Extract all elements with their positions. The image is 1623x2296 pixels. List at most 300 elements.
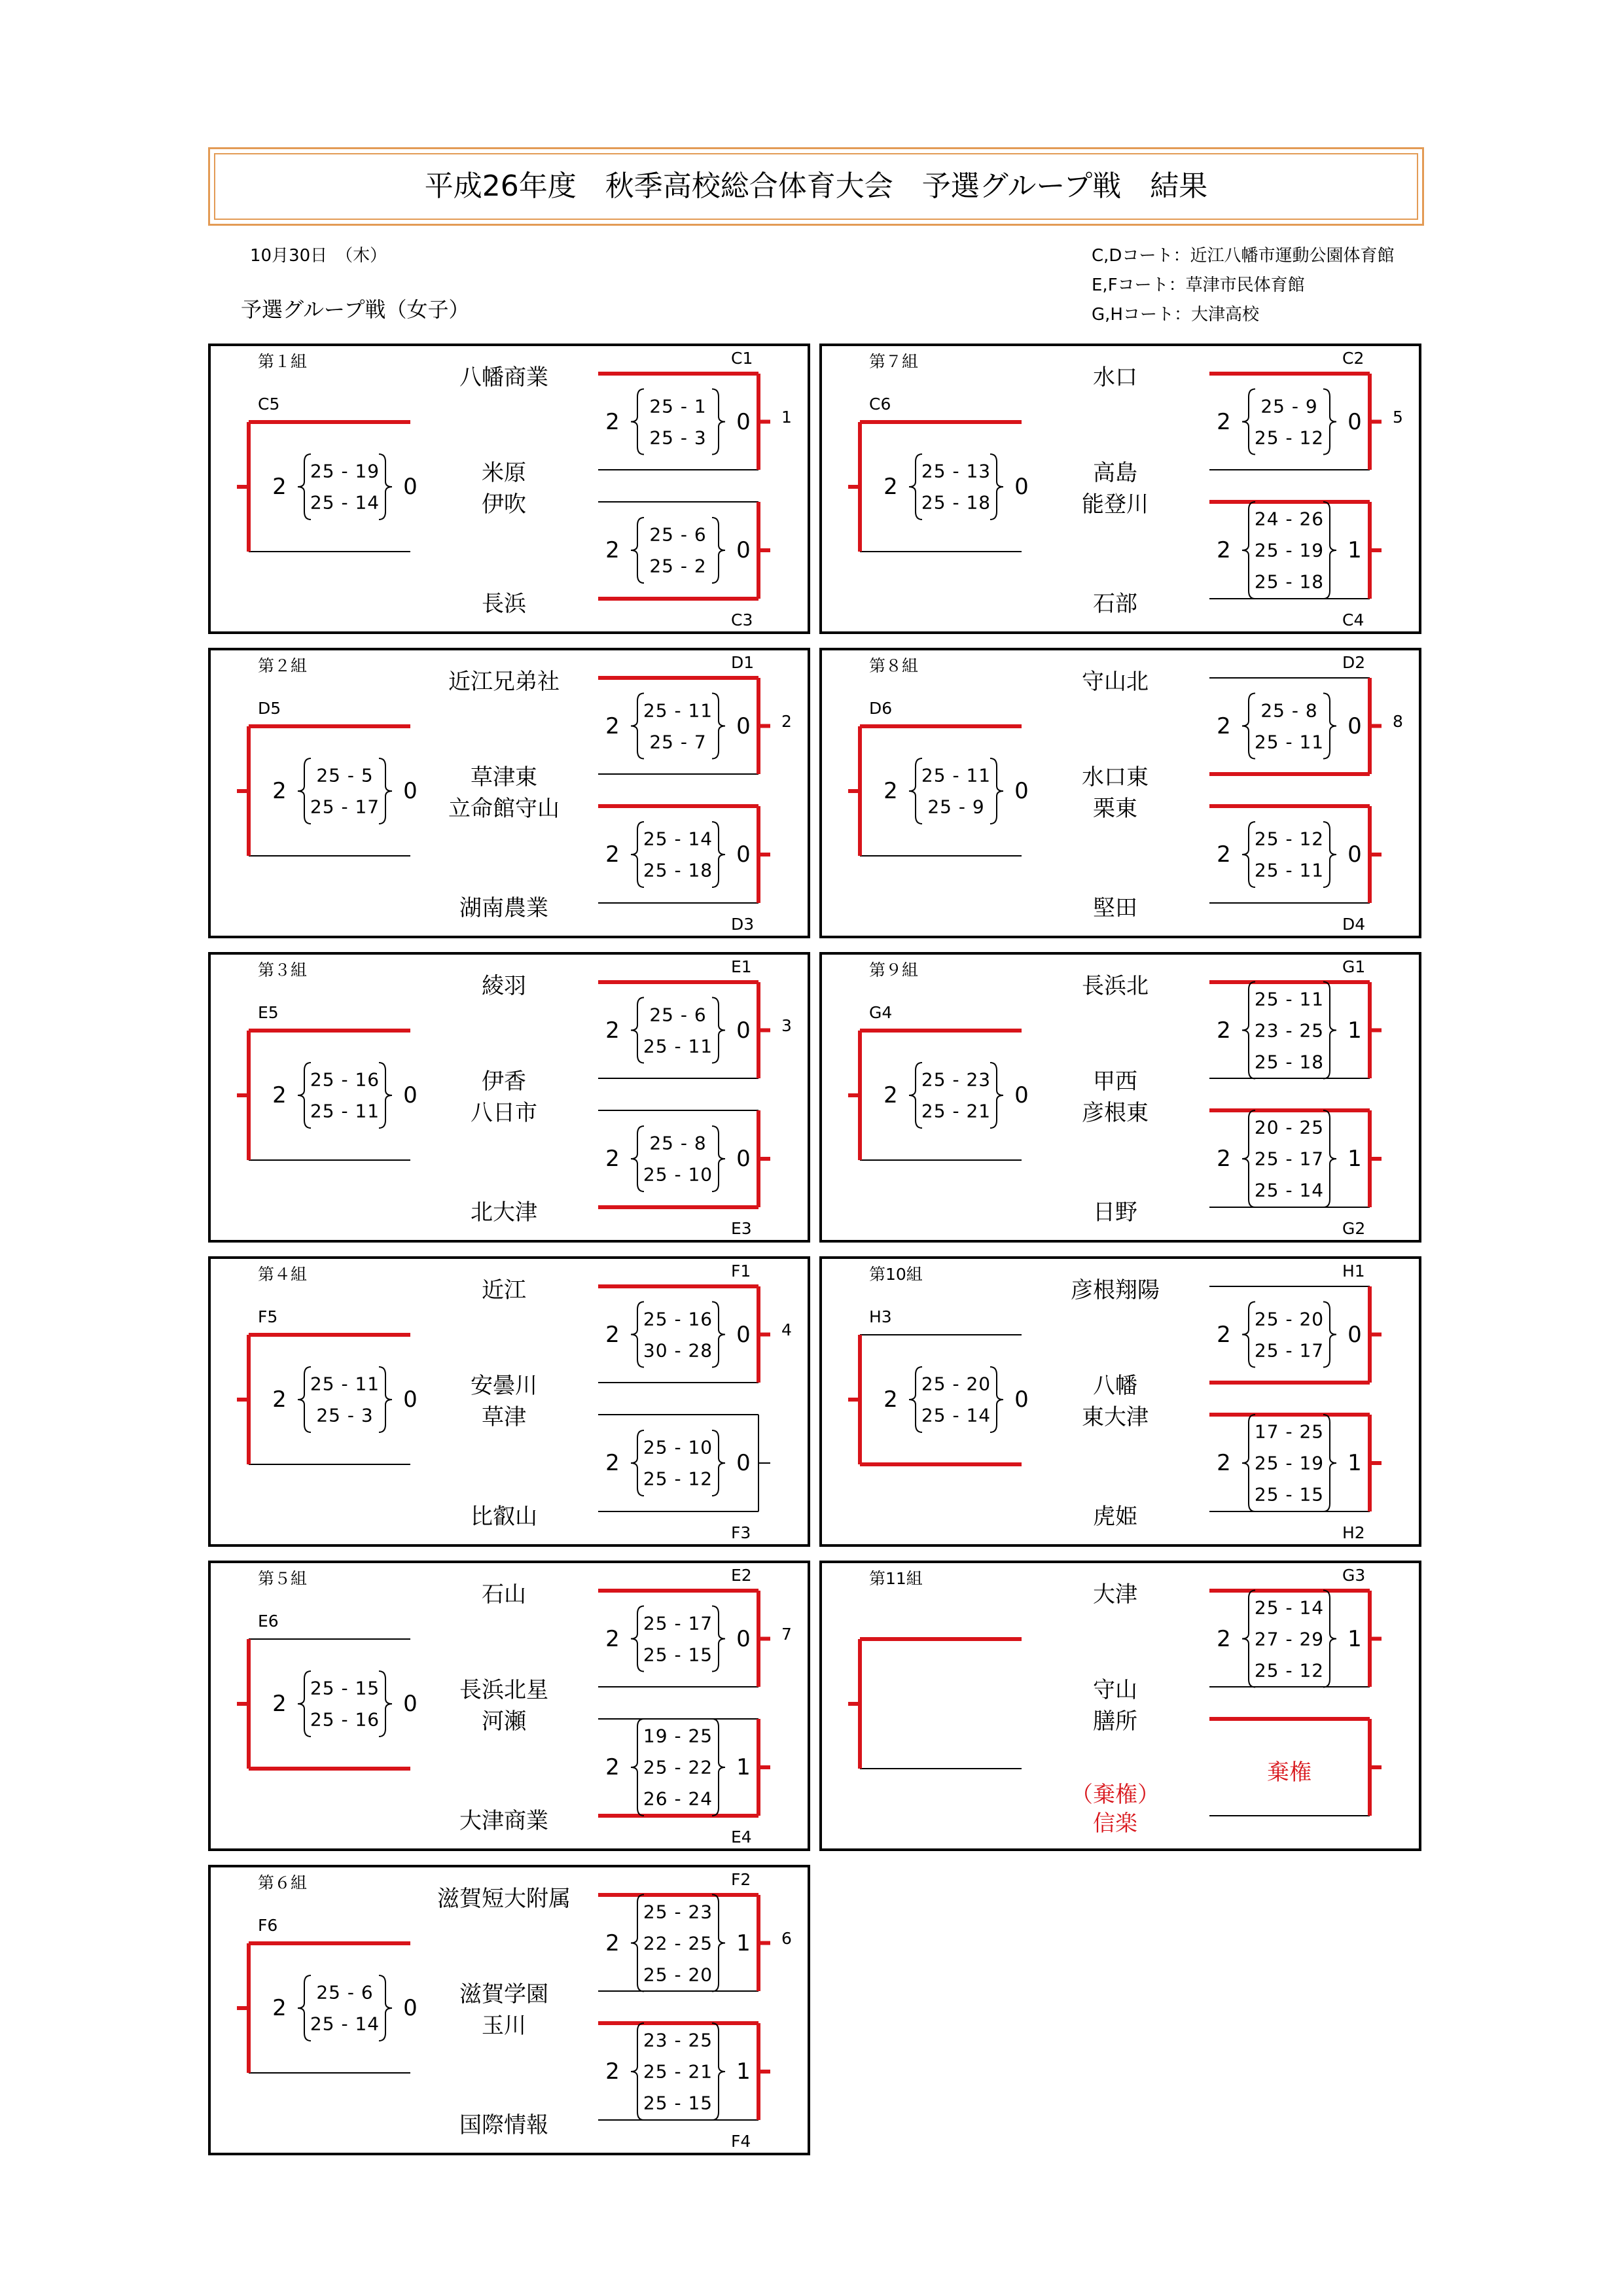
- section-title: 予選グループ戦（女子）: [241, 297, 470, 322]
- court-code-bottom: E3: [731, 1219, 752, 1238]
- court-code-bottom: D4: [1342, 915, 1366, 934]
- brace: [990, 758, 1003, 824]
- brace: [631, 694, 644, 759]
- rank-number: 3: [781, 1016, 792, 1035]
- team-name: 彦根東: [1082, 1100, 1149, 1126]
- set-score: 19 - 25: [643, 1725, 713, 1747]
- brace: [1323, 694, 1336, 759]
- brace: [631, 1302, 644, 1368]
- court-code-top: C2: [1342, 349, 1364, 368]
- set-score: 25 - 19: [310, 460, 380, 482]
- sets-lost: 0: [736, 1450, 751, 1476]
- group-label: 第11組: [869, 1569, 923, 1588]
- brace: [712, 998, 725, 1063]
- set-score: 25 - 17: [643, 1612, 713, 1634]
- court-code-left: E5: [258, 1003, 279, 1022]
- team-name: 八幡: [1093, 1373, 1137, 1399]
- forfeit-team-name: 信楽: [1093, 1810, 1137, 1837]
- group-label: 第７組: [869, 352, 919, 371]
- sets-won: 2: [605, 1450, 620, 1476]
- team-name: 北大津: [471, 1199, 537, 1226]
- brace: [909, 454, 922, 520]
- set-score: 25 - 10: [643, 1163, 713, 1186]
- team-name: 近江兄弟社: [448, 669, 560, 695]
- brace: [631, 1895, 644, 1992]
- brace: [712, 1430, 725, 1496]
- brace: [298, 1367, 311, 1432]
- sets-lost: 0: [1347, 408, 1362, 435]
- brace: [1242, 502, 1255, 599]
- team-name: 栗東: [1093, 796, 1137, 822]
- set-score: 25 - 1: [649, 395, 707, 417]
- group-label: 第５組: [258, 1569, 308, 1588]
- brace: [990, 1367, 1003, 1432]
- team-name: 東大津: [1082, 1404, 1149, 1430]
- court-code-left: F6: [258, 1916, 278, 1935]
- sets-lost: 1: [736, 1754, 751, 1780]
- set-score: 25 - 6: [649, 1004, 707, 1025]
- sets-won: 2: [272, 1995, 287, 2021]
- set-score: 26 - 24: [643, 1788, 713, 1810]
- team-name: 大津商業: [459, 1808, 548, 1834]
- team-name: 湖南農業: [459, 895, 548, 921]
- brace: [298, 1975, 311, 2041]
- team-name: 甲西: [1093, 1069, 1137, 1095]
- set-score: 23 - 25: [1254, 1019, 1325, 1041]
- sets-lost: 1: [1347, 1625, 1362, 1652]
- court-code-top: D1: [731, 653, 755, 672]
- sets-lost: 0: [1014, 1386, 1029, 1413]
- brace: [712, 1126, 725, 1192]
- brace: [379, 1063, 392, 1128]
- group-label: 第４組: [258, 1265, 308, 1284]
- court-code-top: D2: [1342, 653, 1366, 672]
- set-score: 25 - 2: [649, 555, 707, 577]
- brace: [379, 1367, 392, 1432]
- team-name: 虎姫: [1093, 1504, 1137, 1530]
- sets-lost: 0: [403, 1386, 418, 1413]
- brace: [909, 758, 922, 824]
- brace: [298, 758, 311, 824]
- team-name: 滋賀短大附属: [437, 1886, 571, 1912]
- set-score: 25 - 20: [921, 1373, 991, 1395]
- team-name: 綾羽: [482, 973, 526, 999]
- group-panel: [819, 344, 1421, 634]
- court-code-top: E1: [731, 957, 752, 976]
- set-score: 25 - 8: [649, 1132, 707, 1154]
- brace: [1323, 1591, 1336, 1687]
- set-score: 25 - 23: [643, 1901, 713, 1922]
- brace: [909, 1063, 922, 1128]
- brace: [1323, 502, 1336, 599]
- court-code-bottom: D3: [731, 915, 755, 934]
- brace: [1242, 694, 1255, 759]
- sets-lost: 0: [1014, 778, 1029, 804]
- rank-number: 8: [1393, 712, 1403, 731]
- set-score: 25 - 17: [1254, 1339, 1325, 1361]
- team-name: 草津: [482, 1404, 526, 1430]
- court-code-bottom: F3: [731, 1523, 751, 1542]
- set-score: 25 - 19: [1254, 1452, 1325, 1474]
- set-score: 20 - 25: [1254, 1116, 1325, 1139]
- sets-lost: 0: [403, 1691, 418, 1717]
- team-name: 伊吹: [482, 491, 526, 518]
- sets-lost: 0: [736, 1146, 751, 1172]
- team-name: 彦根翔陽: [1071, 1277, 1160, 1303]
- rank-number: 5: [1393, 408, 1403, 427]
- brace: [379, 1671, 392, 1737]
- court-code-bottom: C4: [1342, 610, 1364, 629]
- sets-lost: 0: [736, 408, 751, 435]
- brace: [712, 822, 725, 887]
- sets-lost: 0: [1347, 841, 1362, 868]
- rank-number: 4: [781, 1320, 792, 1339]
- group-panel: [819, 1256, 1421, 1547]
- group-label: 第８組: [869, 656, 919, 675]
- set-score: 25 - 9: [927, 796, 985, 818]
- court-code-bottom: G2: [1342, 1219, 1366, 1238]
- brace: [1242, 1110, 1255, 1207]
- sets-won: 2: [605, 1321, 620, 1348]
- group-panel: [208, 1256, 810, 1547]
- court-code-top: C1: [731, 349, 753, 368]
- set-score: 25 - 10: [643, 1436, 713, 1458]
- set-score: 25 - 6: [649, 523, 707, 546]
- court-code-left: F5: [258, 1307, 278, 1326]
- set-score: 25 - 6: [316, 1981, 374, 2004]
- sets-won: 2: [272, 1386, 287, 1413]
- sets-lost: 0: [736, 841, 751, 868]
- brace: [712, 389, 725, 455]
- sets-lost: 1: [1347, 1146, 1362, 1172]
- group-panel: [819, 1561, 1421, 1851]
- sets-lost: 0: [736, 1625, 751, 1652]
- group-panel: [208, 1561, 810, 1851]
- sets-won: 2: [1217, 1625, 1231, 1652]
- sets-lost: 1: [1347, 1017, 1362, 1044]
- group-panel: [208, 648, 810, 938]
- brace: [1242, 822, 1255, 887]
- sets-won: 2: [883, 1386, 898, 1413]
- brace: [712, 1606, 725, 1672]
- sets-lost: 0: [736, 1017, 751, 1044]
- group-label: 第６組: [258, 1873, 308, 1892]
- brace: [631, 1719, 644, 1816]
- set-score: 25 - 11: [921, 764, 991, 786]
- brace: [712, 694, 725, 759]
- brace: [1323, 1302, 1336, 1368]
- brace: [298, 454, 311, 520]
- set-score: 25 - 5: [316, 764, 374, 786]
- team-name: 草津東: [471, 764, 537, 790]
- group-label: 第10組: [869, 1265, 923, 1284]
- court-code-top: E2: [731, 1566, 752, 1585]
- court-code-top: F1: [731, 1262, 751, 1280]
- court-code-left: C6: [869, 395, 891, 414]
- set-score: 17 - 25: [1254, 1421, 1325, 1443]
- team-name: 能登川: [1082, 491, 1149, 518]
- brace: [631, 518, 644, 583]
- team-name: 米原: [482, 460, 526, 486]
- team-name: 膳所: [1093, 1708, 1137, 1735]
- set-score: 25 - 3: [649, 427, 707, 448]
- set-score: 25 - 15: [1254, 1483, 1325, 1506]
- set-score: 25 - 17: [1254, 1148, 1325, 1170]
- sets-lost: 0: [403, 474, 418, 500]
- group-label: 第２組: [258, 656, 308, 675]
- group-label: 第９組: [869, 961, 919, 980]
- sets-won: 2: [1217, 1146, 1231, 1172]
- set-score: 25 - 12: [1254, 427, 1325, 448]
- group-panel: [819, 952, 1421, 1243]
- set-score: 25 - 11: [1254, 988, 1325, 1010]
- sets-won: 2: [1217, 408, 1231, 435]
- brace: [631, 822, 644, 887]
- sets-lost: 0: [403, 778, 418, 804]
- set-score: 25 - 18: [643, 859, 713, 881]
- set-score: 25 - 15: [310, 1677, 380, 1699]
- date: 10月30日 （木）: [250, 246, 387, 266]
- brace: [712, 1302, 725, 1368]
- sets-lost: 0: [736, 1321, 751, 1348]
- sets-won: 2: [605, 1146, 620, 1172]
- team-name: 長浜北: [1082, 973, 1149, 999]
- team-name: 大津: [1093, 1581, 1137, 1608]
- sets-won: 2: [1217, 1450, 1231, 1476]
- team-name: 高島: [1093, 460, 1137, 486]
- brace: [1323, 1415, 1336, 1511]
- team-name: 安曇川: [471, 1373, 537, 1399]
- brace: [379, 758, 392, 824]
- brace: [712, 518, 725, 583]
- brace: [909, 1367, 922, 1432]
- sets-won: 2: [272, 1082, 287, 1108]
- rank-number: 1: [781, 408, 792, 427]
- sets-won: 2: [1217, 1321, 1231, 1348]
- team-name: 日野: [1093, 1199, 1137, 1226]
- sets-lost: 1: [736, 1930, 751, 1956]
- team-name: 石部: [1093, 591, 1137, 617]
- team-name: 石山: [482, 1581, 526, 1608]
- set-score: 25 - 14: [310, 491, 380, 514]
- brace: [631, 1126, 644, 1192]
- brace: [379, 1975, 392, 2041]
- team-name: 長浜: [482, 591, 526, 617]
- sets-won: 2: [605, 713, 620, 739]
- brace: [712, 1719, 725, 1816]
- brace: [298, 1671, 311, 1737]
- set-score: 25 - 11: [1254, 859, 1325, 881]
- group-panel: [208, 1865, 810, 2155]
- sets-lost: 1: [1347, 1450, 1362, 1476]
- sets-won: 2: [605, 537, 620, 563]
- brace: [631, 1430, 644, 1496]
- set-score: 25 - 11: [643, 699, 713, 721]
- court-code-left: D6: [869, 699, 893, 718]
- sets-won: 2: [272, 1691, 287, 1717]
- sets-won: 2: [1217, 713, 1231, 739]
- sets-won: 2: [272, 778, 287, 804]
- team-name: 八幡商業: [459, 364, 548, 391]
- set-score: 25 - 15: [643, 2092, 713, 2114]
- sets-won: 2: [605, 841, 620, 868]
- team-name: 八日市: [471, 1100, 537, 1126]
- set-score: 22 - 25: [643, 1932, 713, 1954]
- brace: [631, 1606, 644, 1672]
- set-score: 25 - 19: [1254, 539, 1325, 561]
- court-code-left: G4: [869, 1003, 893, 1022]
- brace: [1323, 1110, 1336, 1207]
- set-score: 25 - 14: [643, 828, 713, 850]
- set-score: 25 - 9: [1260, 395, 1318, 417]
- sets-lost: 0: [736, 713, 751, 739]
- group-panel: [208, 344, 810, 634]
- brace: [631, 389, 644, 455]
- set-score: 25 - 8: [1260, 699, 1318, 721]
- set-score: 25 - 23: [921, 1069, 991, 1091]
- sets-won: 2: [272, 474, 287, 500]
- sets-won: 2: [883, 474, 898, 500]
- set-score: 30 - 28: [643, 1339, 713, 1361]
- sets-won: 2: [605, 2058, 620, 2085]
- brace: [1242, 1415, 1255, 1511]
- sets-won: 2: [883, 778, 898, 804]
- sets-lost: 0: [736, 537, 751, 563]
- team-name: 河瀬: [482, 1708, 526, 1735]
- team-name: 滋賀学園: [459, 1981, 548, 2007]
- set-score: 25 - 20: [1254, 1308, 1325, 1330]
- court-code-left: H3: [869, 1307, 892, 1326]
- team-name: 水口: [1093, 364, 1137, 391]
- set-score: 25 - 11: [310, 1373, 380, 1395]
- set-score: 25 - 21: [921, 1100, 991, 1122]
- set-score: 25 - 3: [316, 1404, 374, 1426]
- set-score: 25 - 16: [643, 1308, 713, 1330]
- brace: [631, 998, 644, 1063]
- court-code-top: F2: [731, 1870, 751, 1889]
- set-score: 25 - 16: [310, 1708, 380, 1731]
- team-name: 守山: [1093, 1677, 1137, 1703]
- court-code-bottom: H2: [1342, 1523, 1365, 1542]
- group-panel: [208, 952, 810, 1243]
- set-score: 25 - 17: [310, 796, 380, 818]
- sets-lost: 0: [403, 1082, 418, 1108]
- set-score: 25 - 11: [310, 1100, 380, 1122]
- sets-lost: 0: [403, 1995, 418, 2021]
- set-score: 24 - 26: [1254, 508, 1325, 530]
- sets-won: 2: [1217, 1017, 1231, 1044]
- rank-number: 7: [781, 1625, 792, 1644]
- sets-won: 2: [605, 408, 620, 435]
- sets-won: 2: [605, 1017, 620, 1044]
- set-score: 25 - 16: [310, 1069, 380, 1091]
- brace: [1323, 982, 1336, 1079]
- set-score: 25 - 14: [921, 1404, 991, 1426]
- team-name: 近江: [482, 1277, 526, 1303]
- team-name: 長浜北星: [459, 1677, 548, 1703]
- sets-lost: 1: [1347, 537, 1362, 563]
- team-name: 比叡山: [471, 1504, 537, 1530]
- set-score: 25 - 15: [643, 1644, 713, 1665]
- brace: [990, 454, 1003, 520]
- sets-lost: 0: [1014, 1082, 1029, 1108]
- court-code-top: G1: [1342, 957, 1366, 976]
- brace: [631, 2023, 644, 2120]
- brace: [712, 2023, 725, 2120]
- brace: [1242, 389, 1255, 455]
- team-name: 守山北: [1082, 669, 1149, 695]
- brace: [1323, 389, 1336, 455]
- court-code-left: D5: [258, 699, 281, 718]
- brace: [1242, 982, 1255, 1079]
- sets-lost: 1: [736, 2058, 751, 2085]
- set-score: 25 - 14: [310, 2013, 380, 2035]
- set-score: 25 - 21: [643, 2060, 713, 2083]
- page-title: 平成26年度 秋季高校総合体育大会 予選グループ戦 結果: [424, 169, 1208, 203]
- court-gh: G,Hコート：大津高校: [1092, 305, 1259, 325]
- set-score: 25 - 20: [643, 1964, 713, 1985]
- court-ef: E,Fコート：草津市民体育館: [1092, 275, 1305, 295]
- set-score: 23 - 25: [643, 2029, 713, 2051]
- set-score: 25 - 14: [1254, 1179, 1325, 1201]
- group-label: 第３組: [258, 961, 308, 980]
- court-code-bottom: C3: [731, 610, 753, 629]
- set-score: 25 - 12: [1254, 828, 1325, 850]
- set-score: 25 - 18: [1254, 571, 1325, 593]
- set-score: 25 - 13: [921, 460, 991, 482]
- court-code-bottom: E4: [731, 1828, 752, 1846]
- brace: [1242, 1591, 1255, 1687]
- group-panel: [819, 648, 1421, 938]
- brace: [712, 1895, 725, 1992]
- court-code-left: E6: [258, 1612, 279, 1631]
- brace: [298, 1063, 311, 1128]
- brace: [990, 1063, 1003, 1128]
- team-name: 堅田: [1093, 895, 1137, 921]
- court-code-left: C5: [258, 395, 280, 414]
- sets-won: 2: [605, 1754, 620, 1780]
- court-code-top: H1: [1342, 1262, 1365, 1280]
- sets-lost: 0: [1347, 713, 1362, 739]
- court-code-bottom: F4: [731, 2132, 751, 2151]
- set-score: 25 - 14: [1254, 1597, 1325, 1618]
- set-score: 25 - 18: [1254, 1051, 1325, 1072]
- team-name: 伊香: [482, 1069, 526, 1095]
- set-score: 25 - 11: [643, 1035, 713, 1057]
- team-name: 玉川: [482, 2013, 526, 2039]
- set-score: 25 - 7: [649, 731, 707, 752]
- sets-lost: 0: [1014, 474, 1029, 500]
- set-score: 25 - 12: [643, 1468, 713, 1490]
- set-score: 25 - 11: [1254, 731, 1325, 752]
- forfeit-result: 棄権: [1267, 1759, 1311, 1786]
- sets-won: 2: [605, 1930, 620, 1956]
- set-score: 25 - 22: [643, 1756, 713, 1778]
- forfeit-team-label: （棄権）: [1071, 1782, 1160, 1808]
- sets-won: 2: [1217, 841, 1231, 868]
- group-label: 第１組: [258, 352, 308, 371]
- court-cd: C,Dコート：近江八幡市運動公園体育館: [1092, 246, 1395, 266]
- brace: [379, 454, 392, 520]
- set-score: 25 - 18: [921, 491, 991, 514]
- sets-won: 2: [1217, 537, 1231, 563]
- rank-number: 6: [781, 1929, 792, 1948]
- set-score: 25 - 12: [1254, 1659, 1325, 1681]
- sets-won: 2: [883, 1082, 898, 1108]
- brace: [1323, 822, 1336, 887]
- team-name: 立命館守山: [448, 796, 560, 822]
- sets-lost: 0: [1347, 1321, 1362, 1348]
